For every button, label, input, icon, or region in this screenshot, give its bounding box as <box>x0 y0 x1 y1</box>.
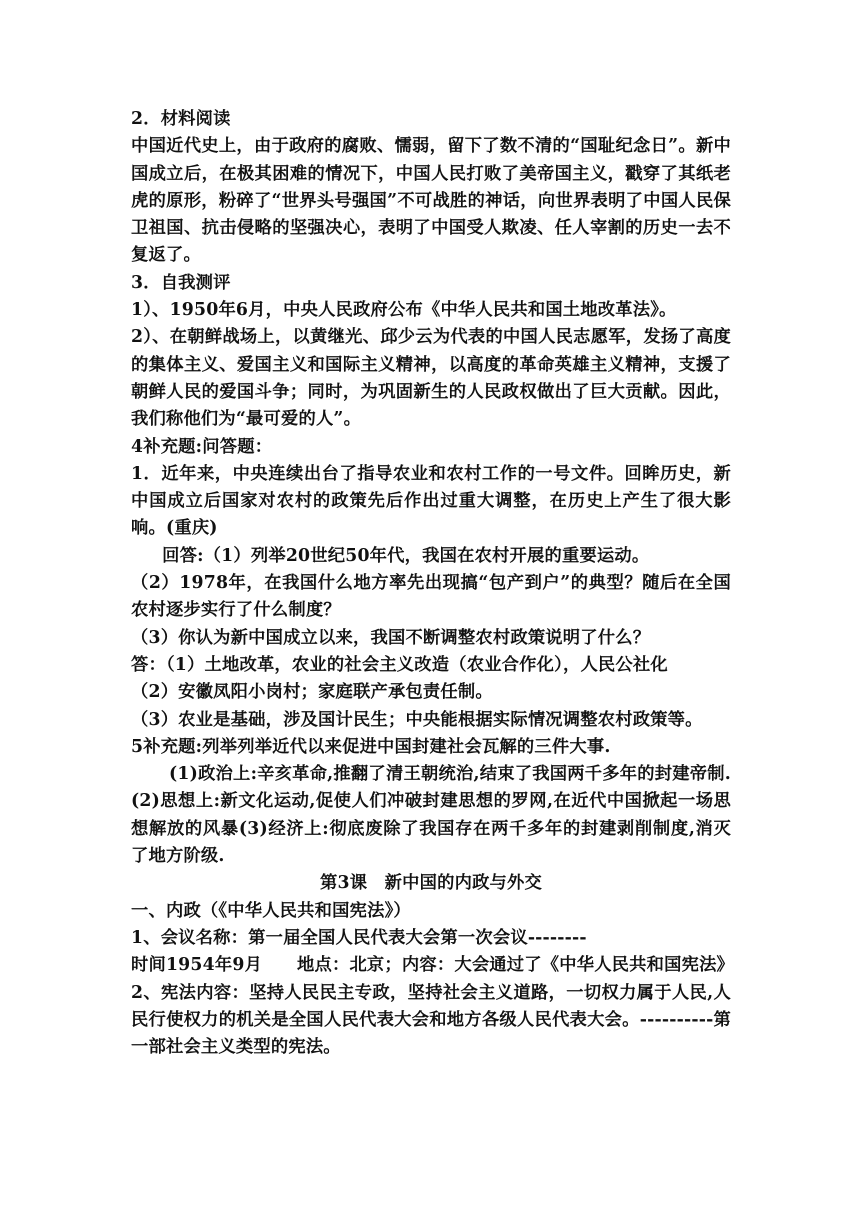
section-heading-self-test: 3．自我测评 <box>131 272 231 293</box>
answer-part-3: （3）农业是基础，涉及国计民生；中央能根据实际情况调整农村政策等。 <box>131 709 703 730</box>
supplement-heading-4: 4补充题:问答题： <box>131 436 273 457</box>
meeting-details: 时间1954年9月 地点：北京；内容：大会通过了《中华人民共和国宪法》 <box>131 955 735 976</box>
document-body <box>131 106 735 1061</box>
section-heading-material-reading: 2．材料阅读 <box>131 109 231 129</box>
section-heading-domestic-affairs: 一、内政（《中华人民共和国宪法》） <box>131 900 411 921</box>
paragraph-material-text: 中国近代史上，由于政府的腐败、懦弱，留下了数不清的“国耻纪念日”。新中国成立后，在极其困难的情况下，中国人民打败了美帝国主义，戳穿了其纸老虎的原形，粉碎了“世界头号强国”不可战胜的神话，向世界表明了中国人民保卫祖国、抗击侵略的坚强决心，表明了中国受人欺凌、任人宰割的历史一去不复返了。 <box>131 136 731 266</box>
question-1-part-2: （2）1978年，在我国什么地方率先出现搞“包产到户”的典型？随后在全国农村逐步实行了什么制度？ <box>131 573 731 621</box>
question-1-text: 1．近年来，中央连续出台了指导农业和农村工作的一号文件。回眸历史，新中国成立后国家对农村的政策先后作出过重大调整，在历史上产生了很大影响。(重庆) <box>131 463 731 539</box>
meeting-name: 1、会议名称：第一届全国人民代表大会第一次会议-------- <box>131 927 587 948</box>
supplement-heading-5: 5补充题:列举列举近代以来促进中国封建社会瓦解的三件大事. <box>131 736 611 757</box>
answer-part-2: （2）安徽凤阳小岗村；家庭联产承包责任制。 <box>131 682 493 703</box>
self-test-item-1: 1）、1950年6月，中央人民政府公布《中华人民共和国土地改革法》。 <box>131 300 677 321</box>
supplement-5-answer: (1)政治上:辛亥革命,推翻了清王朝统治,结束了我国两千多年的封建帝制.(2)思想上:新文化运动,促使人们冲破封建思想的罗网,在近代中国掀起一场思想解放的风暴(3)经济上:彻底废除了我国存在两千多年的封建剥削制度,消灭了地方阶级. <box>131 764 731 867</box>
question-1-part-1: 回答:（1）列举20世纪50年代，我国在农村开展的重要运动。 <box>162 545 650 566</box>
self-test-item-2: 2）、在朝鲜战场上，以黄继光、邱少云为代表的中国人民志愿军，发扬了高度的集体主义、爱国主义和国际主义精神，以高度的革命英雄主义精神，支援了朝鲜人民的爱国斗争；同时，为巩固新生的人民政权做出了巨大贡献。因此，我们称他们为“最可爱的人”。 <box>131 327 731 430</box>
constitution-content: 2、宪法内容：坚持人民民主专政，坚持社会主义道路，一切权力属于人民,人民行使权力的机关是全国人民代表大会和地方各级人民代表大会。----------第一部社会主义类型的宪法。 <box>131 982 731 1058</box>
question-1-part-3: （3）你认为新中国成立以来，我国不断调整农村政策说明了什么？ <box>131 627 651 648</box>
answer-part-1: 答：（1）土地改革，农业的社会主义改造（农业合作化），人民公社化 <box>131 654 668 675</box>
lesson-title: 第3课 新中国的内政与外交 <box>320 873 542 894</box>
